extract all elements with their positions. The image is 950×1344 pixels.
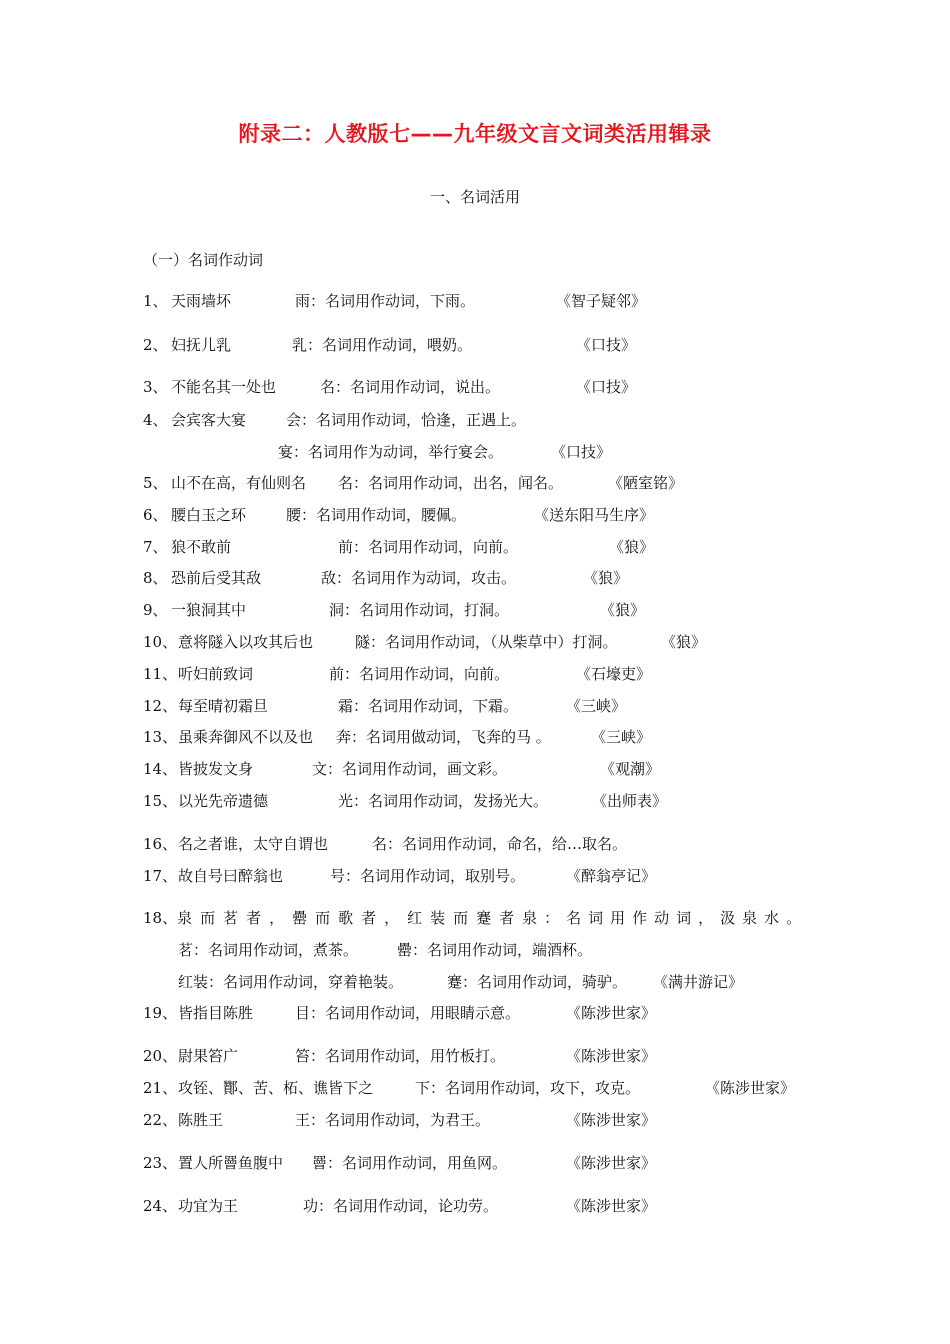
- entry-explanation: 前：名词用作动词，向前。: [329, 665, 510, 683]
- entry-number: 6、: [143, 506, 168, 524]
- entry-explanation: 奔：名词用做动词，飞奔的马 。: [336, 728, 551, 746]
- entry-number: 4、: [143, 411, 168, 429]
- entry-text: 皆披发文身: [178, 760, 254, 778]
- entry-explanation: 罍：名词用作动词，端酒杯。: [397, 941, 593, 959]
- entry-explanation: 名：名词用作动词，说出。: [320, 378, 501, 396]
- entry-explanation: 功：名词用作动词，论功劳。: [303, 1197, 499, 1215]
- entry-explanation: 文：名词用作动词，画文彩。: [312, 760, 508, 778]
- page-title: 附录二：人教版七——九年级文言文词类活用辑录: [238, 122, 712, 146]
- entry-source: 《狼》: [661, 633, 707, 651]
- entry-text: 尉果笞广: [178, 1047, 239, 1065]
- entry-source: 《陋室铭》: [608, 474, 684, 492]
- entry-text: 意将隧入以攻其后也: [178, 633, 314, 651]
- entry-explanation: 隧：名词用作动词，（从柴草中）打洞。: [355, 633, 618, 651]
- entry-number: 3、: [143, 378, 168, 396]
- entry-explanation: 霜：名词用作动词，下霜。: [338, 697, 519, 715]
- entry-source: 《智子疑邻》: [556, 292, 647, 310]
- entry-text: 皆指目陈胜: [178, 1004, 254, 1022]
- entry-number: 20、: [143, 1047, 178, 1065]
- entry-source: 《三峡》: [566, 697, 627, 715]
- entry-source: 《陈涉世家》: [566, 1154, 657, 1172]
- entry-line: [143, 908, 809, 928]
- entry-number: 22、: [143, 1111, 178, 1129]
- entry-text: 腰白玉之环: [171, 506, 247, 524]
- entry-explanation: 雨：名词用作动词，下雨。: [295, 292, 476, 310]
- entry-source: 《狼》: [609, 538, 655, 556]
- entry-number: 16、: [143, 835, 178, 853]
- entry-explanation: 泉：名词用作动词，汲泉水。: [522, 909, 809, 927]
- entry-text: 功宜为王: [178, 1197, 239, 1215]
- entry-explanation: 罾：名词用作动词，用鱼网。: [312, 1154, 508, 1172]
- entry-explanation: 宴：名词用作为动词，举行宴会。: [278, 443, 504, 461]
- entry-number: 10、: [143, 633, 178, 651]
- entry-explanation: 乳：名词用作动词，喂奶。: [292, 336, 473, 354]
- entry-source: 《狼》: [600, 601, 646, 619]
- entry-text: 山不在高，有仙则名: [171, 474, 307, 492]
- entry-source: 《满井游记》: [653, 973, 744, 991]
- subsection-heading: （一）名词作动词: [143, 251, 264, 269]
- entry-source: 《陈涉世家》: [566, 1111, 657, 1129]
- entry-explanation: 名：名词用作动词，命名，给…取名。: [372, 835, 628, 853]
- entry-text: 听妇前致词: [178, 665, 254, 683]
- entry-explanation: 号：名词用作动词，取别号。: [330, 867, 526, 885]
- entry-explanation: 名：名词用作动词，出名，闻名。: [338, 474, 564, 492]
- entry-text: 陈胜王: [178, 1111, 224, 1129]
- entry-text: 会宾客大宴: [171, 411, 247, 429]
- entry-text: 每至晴初霜旦: [178, 697, 269, 715]
- entry-source: 《陈涉世家》: [566, 1047, 657, 1065]
- entry-explanation: 茗：名词用作动词，煮茶。: [178, 941, 359, 959]
- entry-explanation: 前：名词用作动词，向前。: [338, 538, 519, 556]
- entry-text: 攻铚、酇、苦、柘、谯皆下之: [178, 1079, 374, 1097]
- entry-explanation: 敌：名词用作为动词，攻击。: [321, 569, 517, 587]
- entry-number: 11、: [143, 665, 178, 683]
- entry-number: 5、: [143, 474, 168, 492]
- entry-explanation: 洞：名词用作动词，打洞。: [329, 601, 510, 619]
- entry-explanation: 笞：名词用作动词，用竹板打。: [295, 1047, 506, 1065]
- entry-number: 18、: [143, 909, 178, 927]
- entry-source: 《口技》: [551, 443, 612, 461]
- entry-explanation: 会：名词用作动词，恰逢，正遇上。: [286, 411, 527, 429]
- entry-number: 12、: [143, 697, 178, 715]
- entry-number: 21、: [143, 1079, 178, 1097]
- entry-source: 《陈涉世家》: [705, 1079, 796, 1097]
- entry-source: 《三峡》: [591, 728, 652, 746]
- entry-text: 不能名其一处也: [171, 378, 277, 396]
- entry-text: 置人所罾鱼腹中: [178, 1154, 284, 1172]
- entry-text: 名之者谁，太守自谓也: [178, 835, 329, 853]
- entry-number: 23、: [143, 1154, 178, 1172]
- entry-source: 《陈涉世家》: [566, 1004, 657, 1022]
- entry-source: 《狼》: [583, 569, 629, 587]
- entry-number: 13、: [143, 728, 178, 746]
- entry-text: 故自号曰醉翁也: [178, 867, 284, 885]
- entry-text: 以光先帝遗德: [178, 792, 269, 810]
- entry-source: 《观潮》: [600, 760, 661, 778]
- entry-source: 《送东阳马生序》: [534, 506, 655, 524]
- entry-number: 19、: [143, 1004, 178, 1022]
- entry-explanation: 下：名词用作动词，攻下，攻克。: [415, 1079, 641, 1097]
- entry-source: 《陈涉世家》: [566, 1197, 657, 1215]
- entry-text: 一狼洞其中: [171, 601, 247, 619]
- entry-text: 泉而茗者，罍而歌者，红装而蹇者: [177, 909, 523, 927]
- entry-source: 《石壕吏》: [576, 665, 652, 683]
- entry-number: 8、: [143, 569, 168, 587]
- entry-number: 2、: [143, 336, 168, 354]
- entry-explanation: 光：名词用作动词，发扬光大。: [338, 792, 549, 810]
- entry-number: 15、: [143, 792, 178, 810]
- entry-text: 狼不敢前: [171, 538, 232, 556]
- entry-text: 虽乘奔御风不以及也: [178, 728, 314, 746]
- entry-number-and-text: [143, 908, 522, 928]
- entry-text: 妇抚儿乳: [171, 336, 232, 354]
- entry-source: 《口技》: [576, 378, 637, 396]
- entry-number: 1、: [143, 292, 168, 310]
- entry-explanation: 王：名词用作动词，为君王。: [295, 1111, 491, 1129]
- entry-number: 14、: [143, 760, 178, 778]
- entry-number: 9、: [143, 601, 168, 619]
- section-heading: 一、名词活用: [429, 188, 520, 206]
- entry-number: 17、: [143, 867, 178, 885]
- entry-source: 《出师表》: [592, 792, 668, 810]
- entry-explanation: 红装：名词用作动词，穿着艳装。: [178, 973, 404, 991]
- entry-explanation: 目：名词用作动词，用眼睛示意。: [295, 1004, 521, 1022]
- entry-text: 天雨墙坏: [171, 292, 232, 310]
- entry-explanation: 腰：名词用作动词，腰佩。: [286, 506, 467, 524]
- entry-text: 恐前后受其敌: [171, 569, 262, 587]
- entry-number: 7、: [143, 538, 168, 556]
- entry-explanation: 蹇：名词用作动词，骑驴。: [447, 973, 628, 991]
- entry-source: 《醉翁亭记》: [566, 867, 657, 885]
- entry-number: 24、: [143, 1197, 178, 1215]
- entry-source: 《口技》: [576, 336, 637, 354]
